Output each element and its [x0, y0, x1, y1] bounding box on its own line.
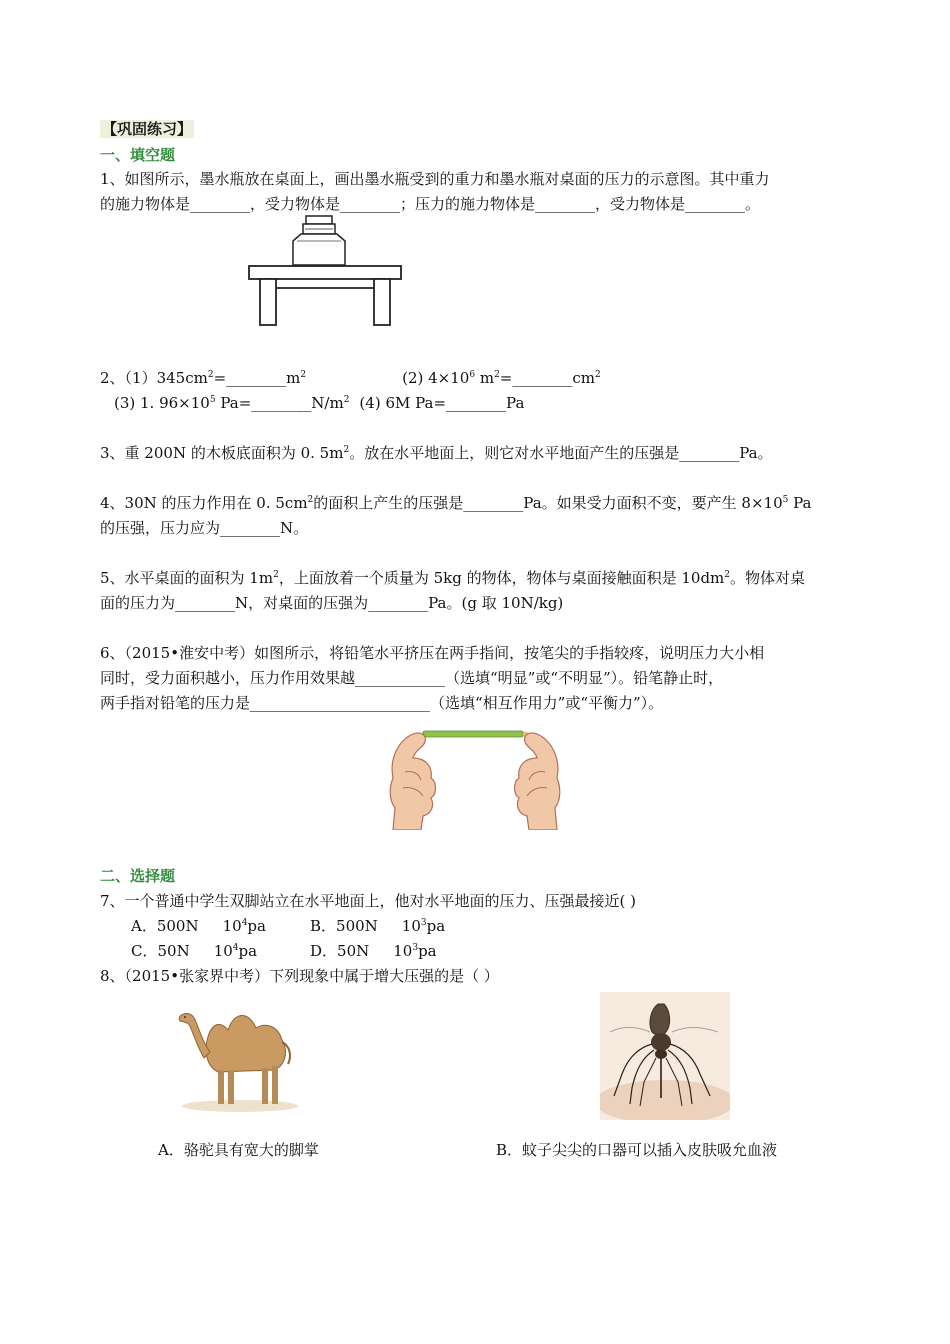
- section2-title: 二、选择题: [100, 867, 176, 885]
- q8-caption-b: B．蚊子尖尖的口器可以插入皮肤吸允血液: [496, 1141, 778, 1159]
- q8-stem: 8、（2015•张家界中考）下列现象中属于增大压强的是（ ）: [100, 967, 499, 985]
- q4-line1: 4、30N 的压力作用在 0. $5cm^2$的面积上产生的压强是________Pa。如果受力面积不变，要产生 $8\times 10^5$ Pa: [100, 494, 812, 512]
- section1-title: 一、填空题: [100, 146, 176, 164]
- q1-line1: 1、如图所示，墨水瓶放在桌面上，画出墨水瓶受到的重力和墨水瓶对桌面的压力的示意图。其中重力: [100, 170, 770, 188]
- q8-caption-a: A．骆驼具有宽大的脚掌: [158, 1141, 319, 1159]
- q5-line1: 5、水平桌面的面积为 $1m^2$，上面放着一个质量为 5kg 的物体，物体与桌面接触面积是 $10dm^2$。物体对桌: [100, 569, 806, 587]
- q5-line2: 面的压力为________N，对桌面的压强为________Pa。(g 取 10N/kg): [100, 594, 564, 612]
- q6-line3: 两手指对铅笔的压力是________________________（选填“相互作用力”或“平衡力”）。: [100, 694, 664, 712]
- q7-option-b: B．500N $10^3pa$: [310, 917, 446, 935]
- q2-line2: (3) 1. $96\times 10^5$ $Pa=\_\_\_\_\_\_\_\_N/m^2$ (4) 6M Pa=________Pa: [114, 394, 525, 412]
- q7-option-d: D．50N $10^3pa$: [310, 942, 437, 960]
- mosquito-picture: [600, 992, 730, 1120]
- q6-line2: 同时，受力面积越小，压力作用效果越____________（选填“明显”或“不明显”）。铅笔静止时，: [100, 669, 724, 687]
- q7-option-a: A．500N $10^4pa$: [131, 917, 266, 935]
- q4-line2: 的压强，压力应为________N。: [100, 519, 309, 537]
- ink-bottle-on-table-figure: [245, 213, 405, 328]
- section-label: 【巩固练习】: [102, 120, 193, 138]
- camel-picture: [170, 988, 310, 1116]
- q1-line2: 的施力物体是________，受力物体是________；压力的施力物体是________，受力物体是________。: [100, 195, 761, 213]
- q7-option-c: C．50N $10^4pa$: [131, 942, 258, 960]
- q6-line1: 6、（2015•淮安中考）如图所示，将铅笔水平挤压在两手指间，按笔尖的手指较疼，说明压力大小相: [100, 644, 765, 662]
- q7-stem: 7、一个普通中学生双脚站立在水平地面上，他对水平地面的压力、压强最接近( ): [100, 892, 637, 910]
- q3-line: 3、重 200N 的木板底面积为 0. $5m^2$。放在水平地面上，则它对水平地面产生的压强是________Pa。: [100, 444, 773, 462]
- q2-line1: 2、$(1)345cm^2=\_\_\_\_\_\_\_\_m^2$ (2) $4\times 10^6$ $m^2=\_\_\_\_\_\_\_\_cm^2$: [100, 369, 601, 387]
- pencil-between-fingers-figure: [385, 718, 565, 830]
